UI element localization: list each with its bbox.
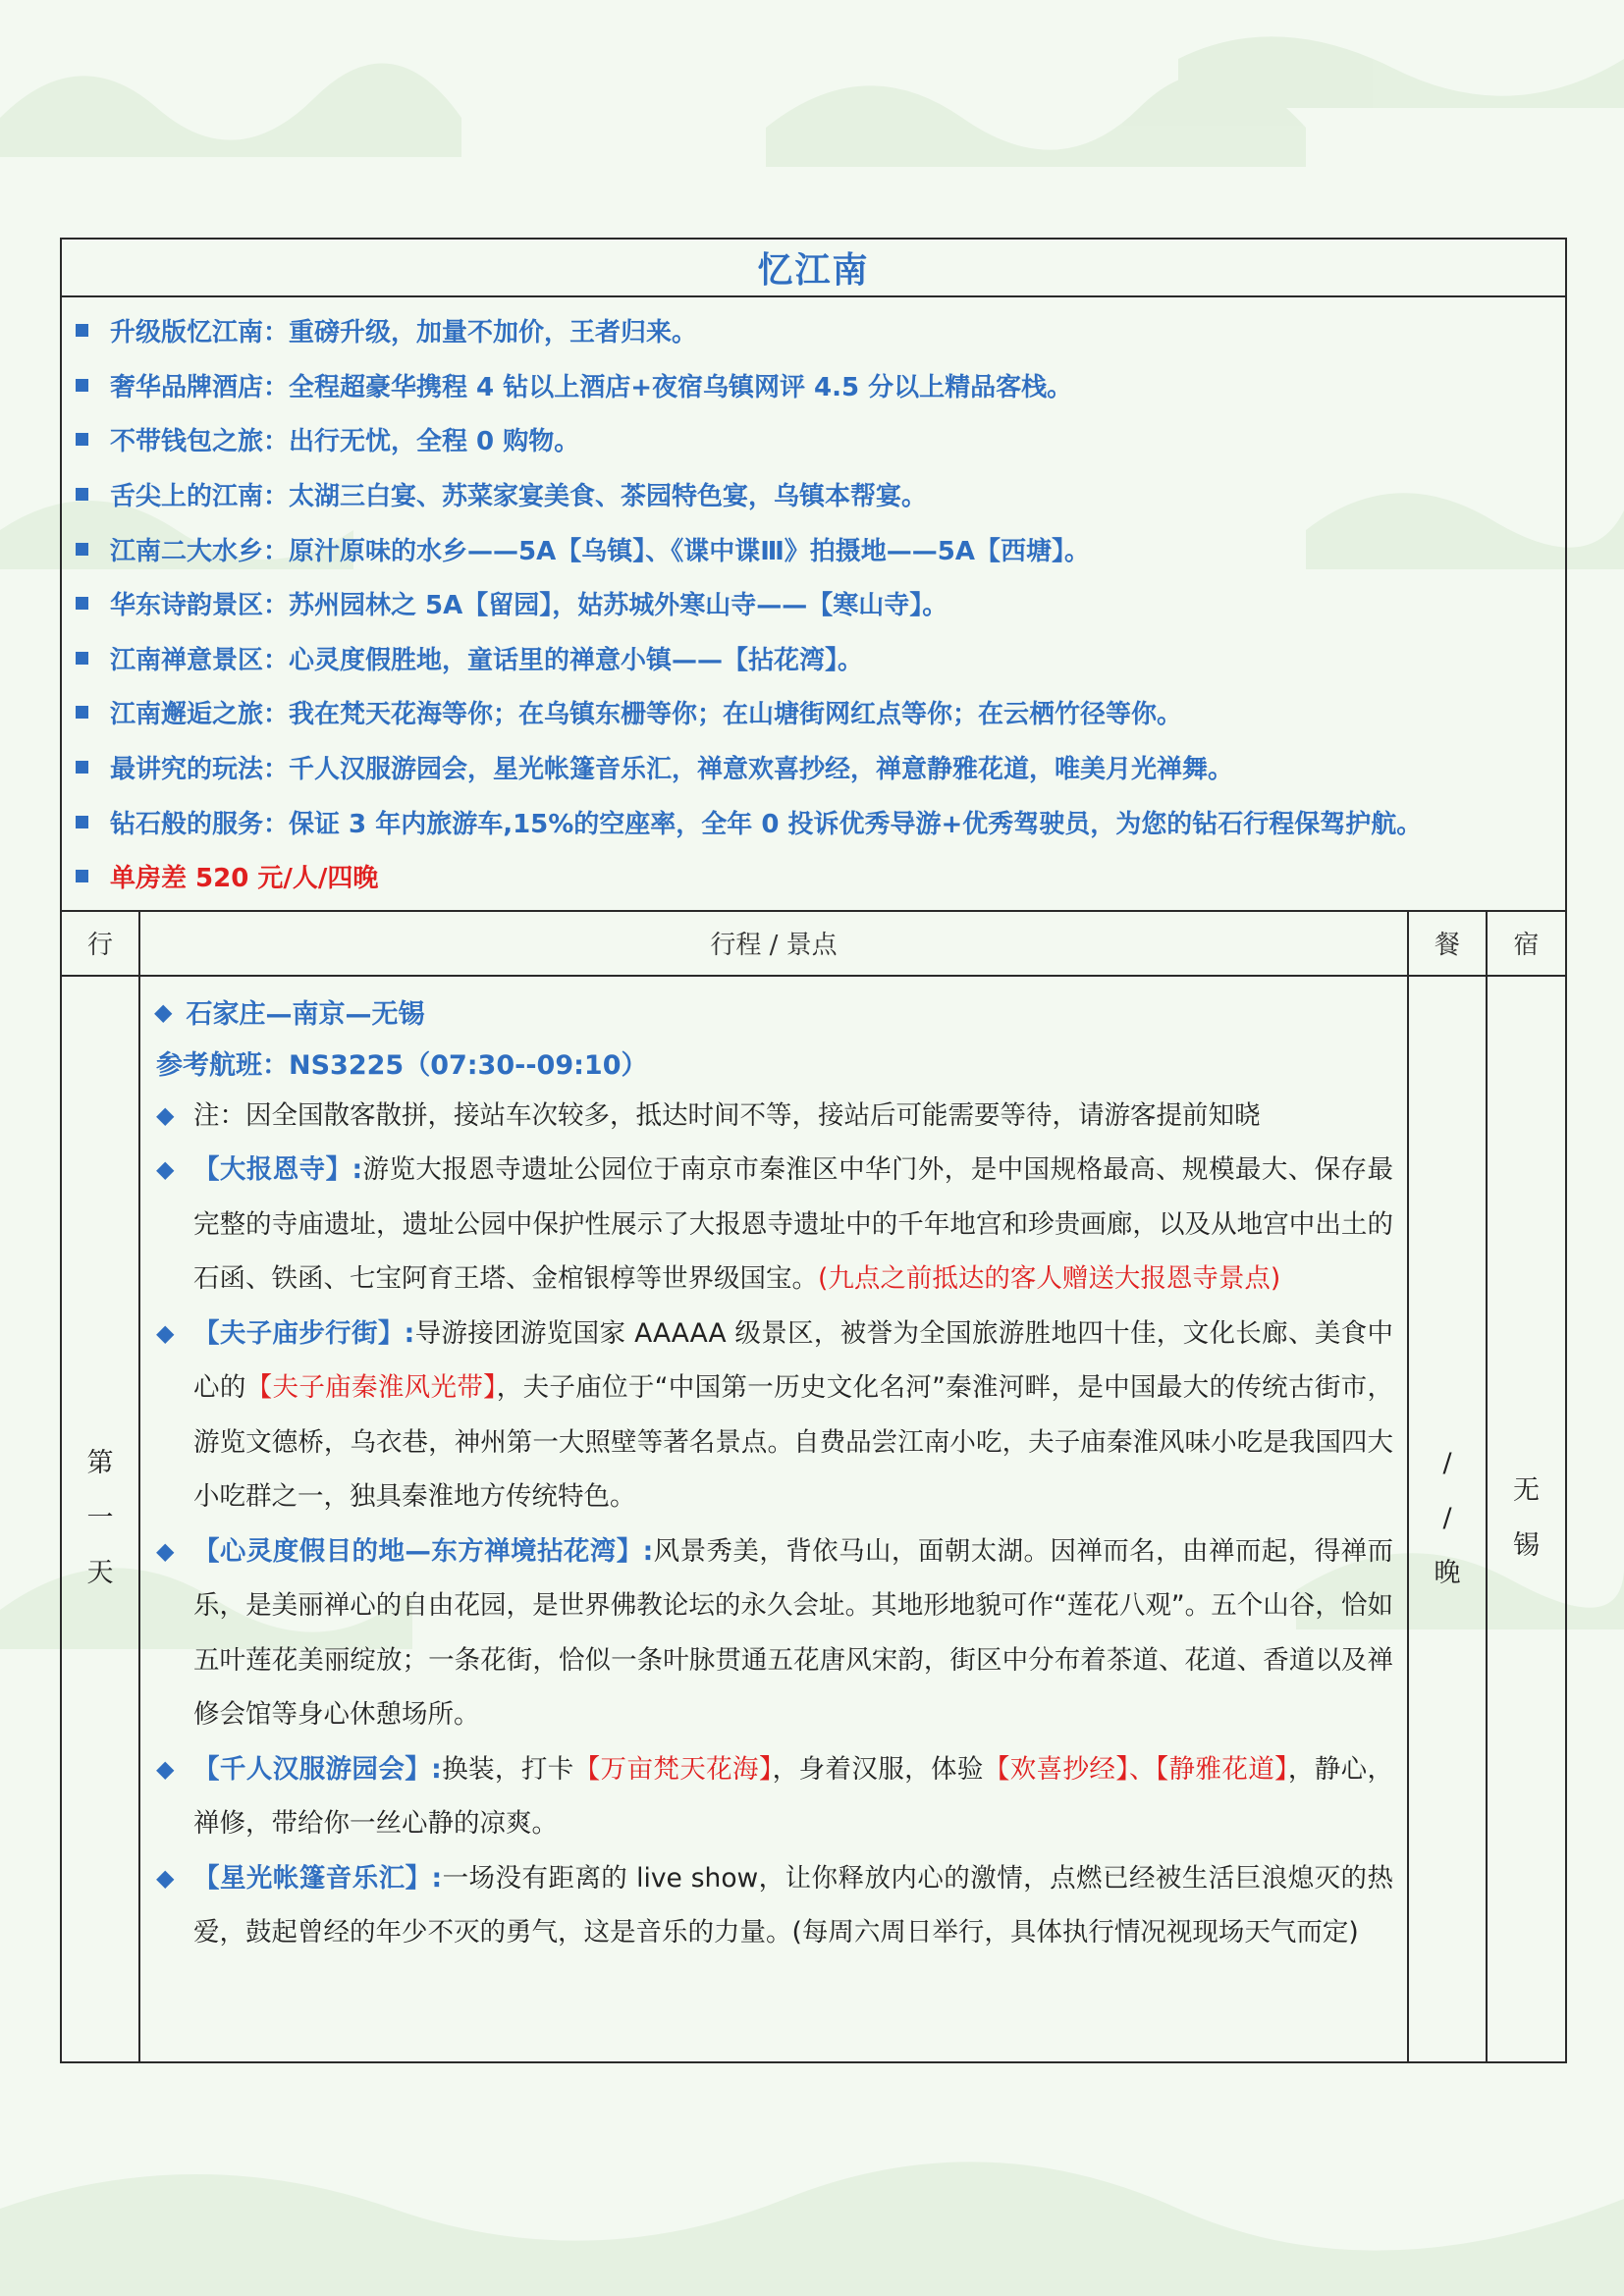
- highlight-text: 升级版忆江南：重磅升级，加量不加价，王者归来。: [110, 318, 698, 348]
- highlight-text: 江南禅意景区：心灵度假胜地，童话里的禅意小镇——【拈花湾】。: [110, 645, 864, 675]
- square-bullet-icon: [76, 543, 88, 556]
- attraction-highlight: 【欢喜抄经】、【静雅花道】: [983, 1753, 1288, 1785]
- highlight-item: [62, 685, 1565, 740]
- note-text: 注：因全国散客散拼，接站车次较多，抵达时间不等，接站后可能需要等待，请游客提前知晓: [193, 1099, 1261, 1131]
- attraction-title: 【大报恩寺】:: [193, 1154, 363, 1186]
- highlights-list: [62, 303, 1565, 904]
- attraction-dabaoen: [154, 1143, 1393, 1307]
- highlight-item: [62, 358, 1565, 413]
- day1-row: [61, 976, 1566, 2062]
- highlight-text: 江南二大水乡：原汁原味的水乡——5A【乌镇】、《谍中谍Ⅲ》拍摄地——5A【西塘】。: [110, 536, 1091, 566]
- highlight-item: [62, 740, 1565, 795]
- highlight-text: 奢华品牌酒店：全程超豪华携程 4 钻以上酒店+夜宿乌镇网评 4.5 分以上精品客栈。: [110, 372, 1073, 402]
- day1-content: [139, 976, 1408, 2062]
- attraction-highlight: 【夫子庙秦淮风光带】: [245, 1372, 497, 1404]
- diamond-bullet-icon: ◆: [154, 997, 173, 1026]
- square-bullet-icon: [76, 761, 88, 774]
- flight-info: 参考航班：NS3225（07:30--09:10）: [156, 1050, 648, 1082]
- highlight-item: [62, 303, 1565, 358]
- highlight-text: 华东诗韵景区：苏州园林之 5A【留园】，姑苏城外寒山寺——【寒山寺】。: [110, 591, 948, 621]
- attraction-title: 【夫子庙步行街】:: [193, 1317, 415, 1349]
- table-header-row: [61, 911, 1566, 976]
- header-stay: 宿: [1487, 911, 1566, 976]
- itinerary-document: [60, 238, 1565, 2063]
- meal-char: /: [1442, 1503, 1452, 1534]
- highlight-item: [62, 794, 1565, 849]
- route-text: 石家庄—南京—无锡: [186, 999, 425, 1031]
- day-char: 第: [86, 1448, 114, 1479]
- highlight-text: 最讲究的玩法：千人汉服游园会，星光帐篷音乐汇，禅意欢喜抄经，禅意静雅花道，唯美月光禅舞。: [110, 755, 1234, 785]
- highlight-item: [62, 412, 1565, 467]
- itinerary-table: [60, 238, 1567, 2063]
- highlight-text: 江南邂逅之旅：我在梵天花海等你；在乌镇东栅等你；在山塘街网红点等你；在云栖竹径等你。: [110, 700, 1183, 730]
- day1-label: [61, 976, 139, 2062]
- attraction-text: ，夫子庙位于“中国第一历史文化名河”秦淮河畔，是中国最大的传统古街市，游览文德桥，乌衣巷，神州第一大照壁等著名景点。自费品尝江南小吃，夫子庙秦淮风味小吃是我国四大小吃群之一，独具秦淮地方传统特色。: [193, 1372, 1394, 1513]
- attraction-text: 游览大报恩寺遗址公园位于南京市秦淮区中华门外，是中国规格最高、规模最大、保存最完整的寺庙遗址，遗址公园中保护性展示了大报恩寺遗址中的千年地宫和珍贵画廊，以及从地宫中出土的石函、铁函、七宝阿育王塔、金棺银椁等世界级国宝。: [193, 1154, 1393, 1295]
- attraction-note: (九点之前抵达的客人赠送大报恩寺景点): [818, 1263, 1281, 1295]
- attraction-title: 【千人汉服游园会】:: [193, 1753, 442, 1785]
- square-bullet-icon: [76, 433, 88, 446]
- attraction-text: ，身着汉服，体验: [772, 1753, 984, 1785]
- header-day: 行: [61, 911, 139, 976]
- square-bullet-icon: [76, 816, 88, 828]
- diamond-bullet-icon: ◆: [156, 1536, 175, 1565]
- attraction-text: ，静心，禅修，带给你一丝心静的凉爽。: [193, 1753, 1394, 1840]
- highlight-item: [62, 576, 1565, 631]
- page-title: 忆江南: [61, 239, 1566, 296]
- highlight-item: [62, 849, 1565, 904]
- diamond-bullet-icon: ◆: [156, 1100, 175, 1129]
- meal-char: /: [1442, 1448, 1452, 1479]
- day1-stay: [1487, 976, 1566, 2062]
- highlight-text: 舌尖上的江南：太湖三白宴、苏菜家宴美食、茶园特色宴，乌镇本帮宴。: [110, 482, 928, 512]
- square-bullet-icon: [76, 706, 88, 719]
- highlights-section: [61, 296, 1566, 911]
- attraction-hanfu: [154, 1742, 1393, 1851]
- square-bullet-icon: [76, 652, 88, 665]
- diamond-bullet-icon: ◆: [156, 1863, 175, 1892]
- attraction-text: 一场没有距离的 live show，让你释放内心的激情，点燃已经被生活巨浪熄灭的热爱，鼓起曾经的年少不灭的勇气，这是音乐的力量。(每周六周日举行，具体执行情况视现场天气而定): [193, 1862, 1393, 1949]
- note-block: [154, 1089, 1393, 1144]
- highlight-item: [62, 467, 1565, 522]
- attraction-nianhuawan: [154, 1524, 1393, 1742]
- attraction-title: 【星光帐篷音乐汇】:: [193, 1862, 443, 1894]
- stay-char: 无: [1513, 1475, 1540, 1507]
- header-meal: 餐: [1408, 911, 1487, 976]
- day1-meals: [1408, 976, 1487, 2062]
- highlight-item: [62, 521, 1565, 576]
- diamond-bullet-icon: ◆: [156, 1318, 175, 1347]
- attraction-title: 【心灵度假目的地—东方禅境拈花湾】:: [193, 1535, 654, 1567]
- stay-char: 锡: [1513, 1530, 1540, 1562]
- attraction-highlight: 【万亩梵天花海】: [573, 1753, 773, 1785]
- meal-char: 晚: [1434, 1558, 1461, 1589]
- square-bullet-icon: [76, 597, 88, 610]
- attraction-text: 风景秀美，背依马山，面朝太湖。因禅而名，由禅而起，得禅而乐，是美丽禅心的自由花园，是世界佛教论坛的永久会址。其地形地貌可作“莲花八观”。五个山谷，恰如五叶莲花美丽绽放；一条花街，恰似一条叶脉贯通五花唐风宋韵，街区中分布着茶道、花道、香道以及禅修会馆等身心休憩场所。: [193, 1535, 1393, 1731]
- attraction-fuzimiao: [154, 1307, 1393, 1524]
- attraction-text: 导游接团游览国家 AAAAA 级景区，被誉为全国旅游胜地四十佳，文化长廊、美食中心的: [193, 1317, 1393, 1404]
- square-bullet-icon: [76, 488, 88, 501]
- highlight-item: [62, 631, 1565, 686]
- diamond-bullet-icon: ◆: [156, 1754, 175, 1783]
- route-line: [154, 987, 1393, 1038]
- day-char: 天: [86, 1558, 114, 1589]
- square-bullet-icon: [76, 870, 88, 882]
- square-bullet-icon: [76, 379, 88, 392]
- header-itinerary: 行程 / 景点: [139, 911, 1408, 976]
- highlight-text: 钻石般的服务：保证 3 年内旅游车,15%的空座率，全年 0 投诉优秀导游+优秀驾驶员，为您的钻石行程保驾护航。: [110, 809, 1423, 839]
- attraction-music: [154, 1851, 1393, 1960]
- highlight-text: 不带钱包之旅：出行无忧，全程 0 购物。: [110, 427, 580, 457]
- attraction-text: 换装，打卡: [441, 1753, 574, 1785]
- highlight-text: 单房差 520 元/人/四晚: [110, 864, 379, 894]
- day-char: 一: [86, 1503, 114, 1534]
- square-bullet-icon: [76, 324, 88, 337]
- diamond-bullet-icon: ◆: [156, 1155, 175, 1184]
